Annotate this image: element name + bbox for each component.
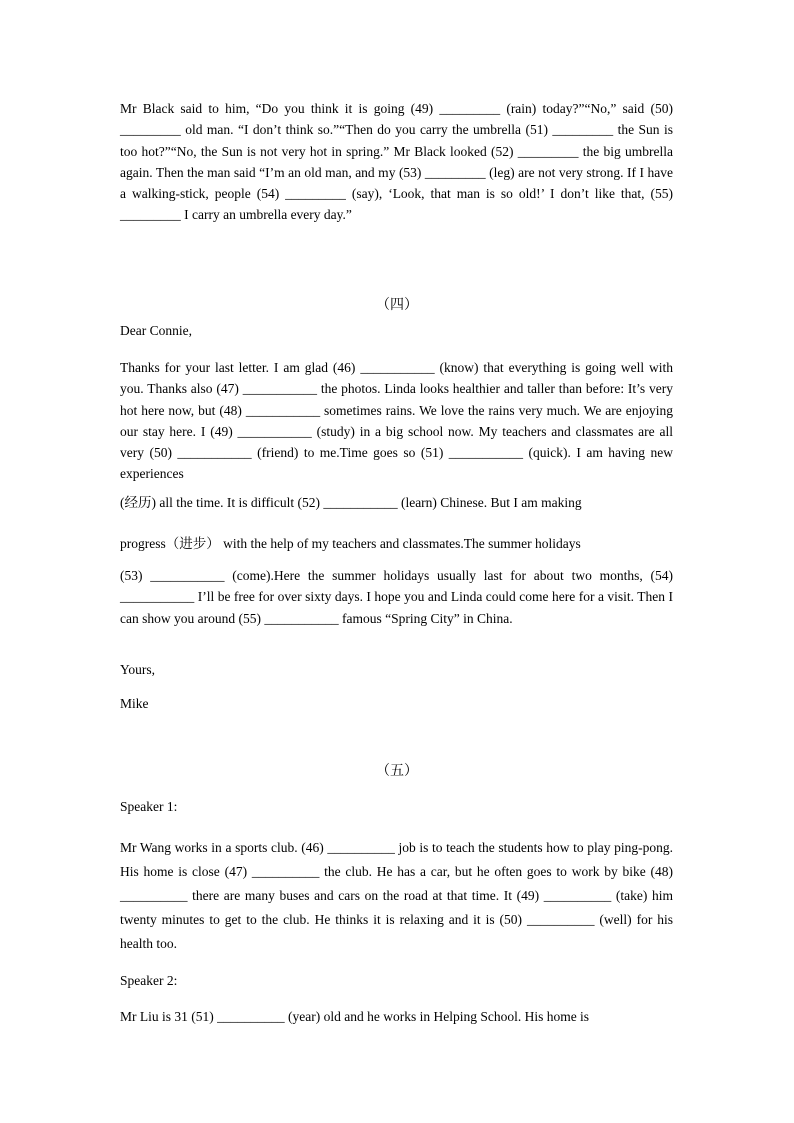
letter-closing: Yours,: [120, 662, 156, 677]
speaker-2-text: Mr Liu is 31 (51) __________ (year) old and he works in Helping School. His home is: [120, 1009, 590, 1024]
speaker-1-label: Speaker 1:: [120, 799, 178, 814]
section-4-heading: （四）: [376, 298, 418, 313]
letter-signature: Mike: [120, 696, 149, 711]
letter-body-part-3: progress（进步） with the help of my teachers and classmates.The summer holidays: [120, 536, 581, 551]
speaker-1-text: Mr Wang works in a sports club. (46) __________ job is to teach the students how to play ping-pong. His home is close (47) __________ the club. He has a car, but he often goes to work by bike (48) __________ there are many buses and cars on the road at that time. It (49) __________ (take) him twenty minutes to get to the club. He thinks it is relaxing and it is (50) __________ (well) for his health too.: [120, 840, 673, 951]
section-5-heading: （五）: [376, 764, 418, 779]
speaker-2-label: Speaker 2:: [120, 973, 178, 988]
letter-body-part-2: (经历) all the time. It is difficult (52) ___________ (learn) Chinese. But I am making: [120, 495, 582, 510]
letter-body-part-1: Thanks for your last letter. I am glad (46) ___________ (know) that everything is going well with you. Thanks also (47) ___________ the photos. Linda looks healthier and taller than before: It’s very hot here now, but (48) ___________ sometimes rains. We love the rains very much. We are enjoying our stay here. I (49) ___________ (study) in a big school now. My teachers and classmates are all very (50) ___________ (friend) to me.Time goes so (51) ___________ (quick). I am having new experiences: [120, 360, 673, 482]
letter-body-part-4: (53) ___________ (come).Here the summer holidays usually last for about two months, (54) ___________ I’ll be free for over sixty days. I hope you and Linda could come here for a visit. Then I can show you around (55) ___________ famous “Spring City” in China.: [120, 568, 673, 626]
letter-greeting: Dear Connie,: [120, 323, 192, 338]
passage-3-text: Mr Black said to him, “Do you think it is going (49) _________ (rain) today?”“No,” said (50) _________ old man. “I don’t think so.”“Then do you carry the umbrella (51) _________ the Sun is too hot?”“No, the Sun is not very hot in spring.” Mr Black looked (52) _________ the big umbrella again. Then the man said “I’m an old man, and my (53) _________ (leg) are not very strong. If I have a walking-stick, people (54) _________ (say), ‘Look, that man is so old!’ I don’t like that, (55) _________ I carry an umbrella every day.”: [120, 101, 673, 223]
